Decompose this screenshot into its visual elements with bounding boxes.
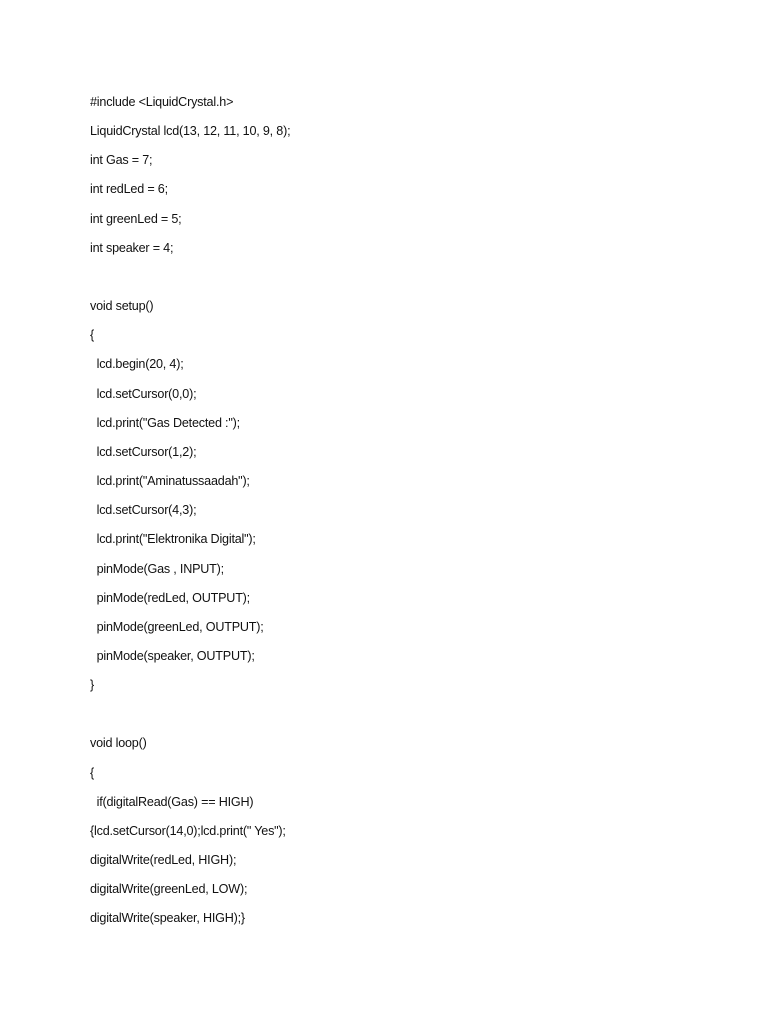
code-line-setup-signature: void setup() — [90, 299, 154, 314]
code-line-digital-write: digitalWrite(greenLed, LOW); — [90, 882, 248, 897]
code-line-lcd-yes: {lcd.setCursor(14,0);lcd.print(" Yes"); — [90, 823, 286, 838]
code-line-loop-open-brace: { — [90, 765, 95, 780]
code-line-set-cursor: lcd.setCursor(0,0); — [90, 386, 197, 401]
code-line-digital-write: digitalWrite(redLed, HIGH); — [90, 853, 237, 868]
code-line-setup-close-brace: } — [90, 678, 95, 693]
code-line-speaker: int speaker = 4; — [90, 240, 174, 255]
code-line-print: lcd.print("Aminatussaadah"); — [90, 474, 250, 489]
code-line-green-led: int greenLed = 5; — [90, 211, 182, 226]
code-line-gas: int Gas = 7; — [90, 153, 153, 168]
code-line-set-cursor: lcd.setCursor(1,2); — [90, 444, 197, 459]
code-line-digital-write: digitalWrite(speaker, HIGH);} — [90, 911, 245, 926]
code-line-include: #include <LiquidCrystal.h> — [90, 95, 234, 109]
code-line-pin-mode: pinMode(redLed, OUTPUT); — [90, 590, 250, 605]
code-line-pin-mode: pinMode(speaker, OUTPUT); — [90, 648, 255, 663]
code-line-print: lcd.print("Elektronika Digital"); — [90, 532, 256, 547]
code-line-blank — [90, 705, 290, 734]
code-line-pin-mode: pinMode(greenLed, OUTPUT); — [90, 619, 264, 634]
code-line-pin-mode: pinMode(Gas , INPUT); — [90, 561, 224, 576]
code-line-red-led: int redLed = 6; — [90, 182, 168, 197]
code-line-loop-signature: void loop() — [90, 736, 147, 751]
code-line-print: lcd.print("Gas Detected :"); — [90, 415, 240, 430]
code-line-if-condition: if(digitalRead(Gas) == HIGH) — [90, 794, 254, 809]
code-line-set-cursor: lcd.setCursor(4,3); — [90, 503, 197, 518]
code-block — [90, 93, 290, 939]
code-line-lcd-declaration: LiquidCrystal lcd(13, 12, 11, 10, 9, 8); — [90, 124, 291, 139]
code-line-lcd-begin: lcd.begin(20, 4); — [90, 357, 184, 372]
code-line-blank — [90, 268, 290, 297]
code-line-setup-open-brace: { — [90, 328, 95, 343]
